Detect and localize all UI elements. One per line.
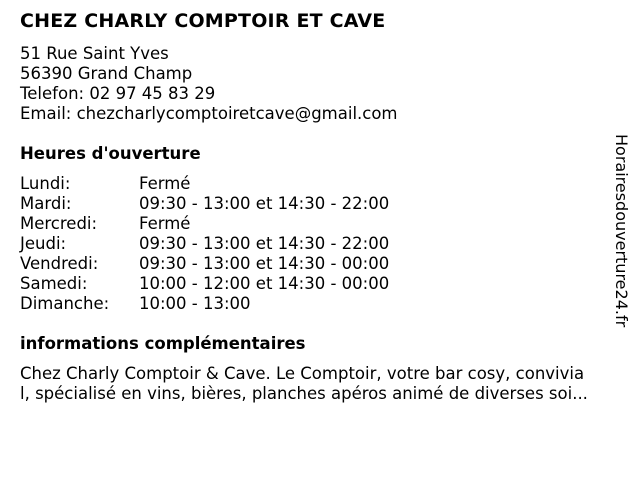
contact-block [20,44,398,124]
day-label: Mercredi: [20,214,98,233]
business-name: CHEZ CHARLY COMPTOIR ET CAVE [20,10,386,32]
day-label: Jeudi: [20,234,67,253]
address-street: 51 Rue Saint Yves [20,44,169,63]
info-description [20,364,620,404]
hours-heading: Heures d'ouverture [20,144,201,163]
day-hours: 09:30 - 13:00 et 14:30 - 00:00 [139,254,390,273]
phone-number: Telefon: 02 97 45 83 29 [20,84,216,103]
info-line: Chez Charly Comptoir & Cave. Le Comptoir, votre bar cosy, convivia [20,364,585,383]
address-city: 56390 Grand Champ [20,64,193,83]
day-label: Samedi: [20,274,88,293]
day-hours: 10:00 - 12:00 et 14:30 - 00:00 [139,274,390,293]
day-hours: Fermé [139,174,191,193]
day-label: Lundi: [20,174,71,193]
day-label: Mardi: [20,194,72,213]
day-label: Dimanche: [20,294,110,313]
day-hours: 09:30 - 13:00 et 14:30 - 22:00 [139,234,390,253]
day-label: Vendredi: [20,254,99,273]
day-hours: 10:00 - 13:00 [139,294,251,313]
info-heading: informations complémentaires [20,334,306,353]
watermark-text: Horairesdouverture24.fr [612,134,631,328]
watermark [612,134,632,344]
info-line: l, spécialisé en vins, bières, planches apéros animé de diverses soi... [20,384,588,403]
email-address: Email: chezcharlycomptoiretcave@gmail.com [20,104,398,123]
day-hours: Fermé [139,214,191,233]
day-hours: 09:30 - 13:00 et 14:30 - 22:00 [139,194,390,213]
